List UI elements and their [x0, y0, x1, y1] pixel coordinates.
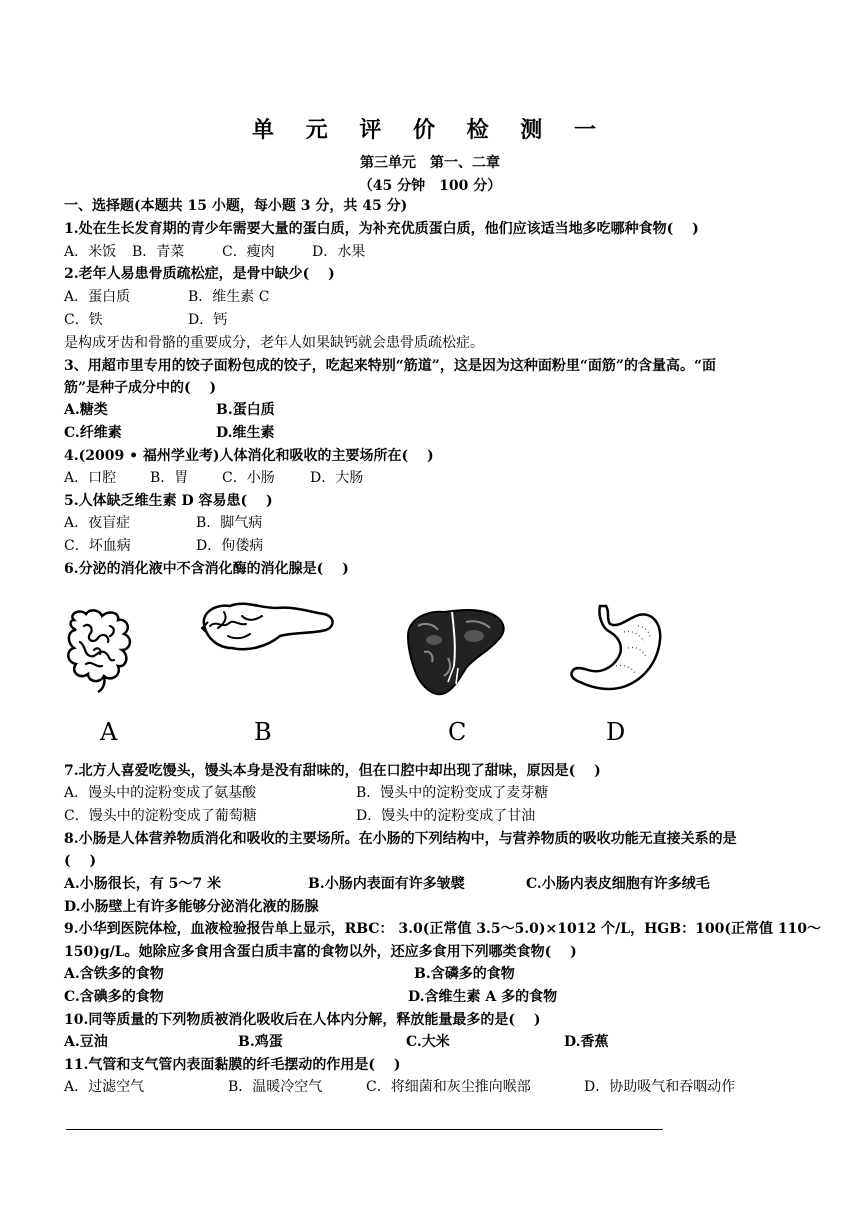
option-c: C．将细菌和灰尘推向喉部 — [366, 1079, 531, 1095]
option-c: C．小肠 — [222, 470, 275, 486]
question-9-stem-line2: 150)g/L。她除应多食用含蛋白质丰富的食物以外，还应多食用下列哪类食物( ) — [64, 944, 577, 960]
option-a: A．过滤空气 — [64, 1079, 145, 1095]
figure-label-c: C — [448, 718, 467, 746]
option-b: B．脚气病 — [196, 515, 263, 531]
option-a: A.豆油 — [64, 1034, 108, 1050]
option-c: C．瘦肉 — [222, 244, 275, 260]
question-11-stem: 11.气管和支气管内表面黏膜的纤毛摆动的作用是( ) — [64, 1057, 401, 1073]
option-b: B．温暖冷空气 — [228, 1079, 323, 1095]
option-d: D．大肠 — [310, 470, 364, 486]
option-a: A.含铁多的食物 — [64, 966, 164, 982]
question-10-stem: 10.同等质量的下列物质被消化吸收后在人体内分解，释放能量最多的是( ) — [64, 1012, 541, 1028]
figure-label-a: A — [100, 718, 118, 746]
page-title: 单 元 评 价 检 测 一 — [252, 117, 608, 143]
option-d: D.含维生素 A 多的食物 — [408, 989, 558, 1005]
liver-image — [404, 606, 510, 700]
question-2-note: 是构成牙齿和骨骼的重要成分，老年人如果缺钙就会患骨质疏松症。 — [64, 335, 484, 351]
option-a: A．蛋白质 — [64, 289, 131, 305]
question-8-stem-line1: 8.小肠是人体营养物质消化和吸收的主要场所。在小肠的下列结构中，与营养物质的吸收功能无直接关系的是 — [64, 831, 737, 847]
option-c: C．铁 — [64, 312, 103, 328]
option-c: C.小肠内表皮细胞有许多绒毛 — [526, 876, 710, 892]
option-c: C．馒头中的淀粉变成了葡萄糖 — [64, 808, 257, 824]
option-d: D．水果 — [312, 244, 366, 260]
section-heading: 一、选择题(本题共 15 小题，每小题 3 分，共 45 分) — [64, 198, 408, 214]
option-a: A．口腔 — [64, 470, 117, 486]
figure-label-d: D — [606, 718, 626, 746]
option-a: A.糖类 — [64, 402, 108, 418]
option-d: D．钙 — [188, 312, 228, 328]
question-9-stem-line1: 9.小华到医院体检，血液检验报告单上显示，RBC： 3.0(正常值 3.5～5.0)×1012 个/L，HGB：100(正常值 110～ — [64, 921, 822, 937]
option-b: B.蛋白质 — [216, 402, 275, 418]
option-b: B.含磷多的食物 — [414, 966, 515, 982]
digestive-glands-figure — [60, 596, 680, 756]
option-d: D.维生素 — [216, 425, 275, 441]
question-7-stem: 7.北方人喜爱吃馒头，馒头本身是没有甜味的，但在口腔中却出现了甜味，原因是( ) — [64, 763, 601, 779]
stomach-image — [566, 602, 666, 698]
question-6-stem: 6.分泌的消化液中不含消化酶的消化腺是( ) — [64, 561, 349, 577]
option-d: D．协助吸气和吞咽动作 — [584, 1079, 736, 1095]
option-c: C.大米 — [406, 1034, 450, 1050]
option-a: A.小肠很长，有 5～7 米 — [64, 876, 221, 892]
option-a: A．夜盲症 — [64, 515, 131, 531]
question-1-stem: 1.处在生长发育期的青少年需要大量的蛋白质，为补充优质蛋白质，他们应该适当地多吃哪种食物( ) — [64, 221, 699, 237]
figure-label-b: B — [254, 718, 272, 746]
question-3-stem-line1: 3、用超市里专用的饺子面粉包成的饺子，吃起来特别“筋道”，这是因为这种面粉里“面筋”的含量高。“面 — [64, 358, 717, 374]
option-c: C．坏血病 — [64, 538, 131, 554]
intestine-image — [64, 606, 144, 696]
option-b: B．青菜 — [132, 244, 185, 260]
question-3-stem-line2: 筋”是种子成分中的( ) — [64, 380, 217, 396]
option-a: A．米饭 — [64, 244, 117, 260]
pancreas-image — [198, 598, 338, 658]
question-4-stem: 4.(2009 • 福州学业考)人体消化和吸收的主要场所在( ) — [64, 448, 434, 464]
question-8-stem-line2: ( ) — [64, 853, 97, 869]
question-5-stem: 5.人体缺乏维生素 D 容易患( ) — [64, 493, 273, 509]
option-d: D.小肠壁上有许多能够分泌消化液的肠腺 — [64, 899, 319, 915]
option-d: D．佝偻病 — [196, 538, 264, 554]
option-a: A．馒头中的淀粉变成了氨基酸 — [64, 785, 257, 801]
option-d: D．馒头中的淀粉变成了甘油 — [356, 808, 536, 824]
option-b: B．胃 — [150, 470, 189, 486]
unit-subtitle: 第三单元 第一、二章 — [360, 155, 500, 171]
option-d: D.香蕉 — [564, 1034, 609, 1050]
option-b: B．维生素 C — [188, 289, 270, 305]
option-c: C.纤维素 — [64, 425, 122, 441]
option-b: B．馒头中的淀粉变成了麦芽糖 — [356, 785, 549, 801]
option-b: B.小肠内表面有许多皱襞 — [308, 876, 465, 892]
question-2-stem: 2.老年人易患骨质疏松症，是骨中缺少( ) — [64, 266, 335, 282]
footer-divider — [66, 1129, 663, 1130]
time-score: （45 分钟 100 分） — [358, 178, 502, 194]
option-c: C.含碘多的食物 — [64, 989, 164, 1005]
option-b: B.鸡蛋 — [238, 1034, 283, 1050]
